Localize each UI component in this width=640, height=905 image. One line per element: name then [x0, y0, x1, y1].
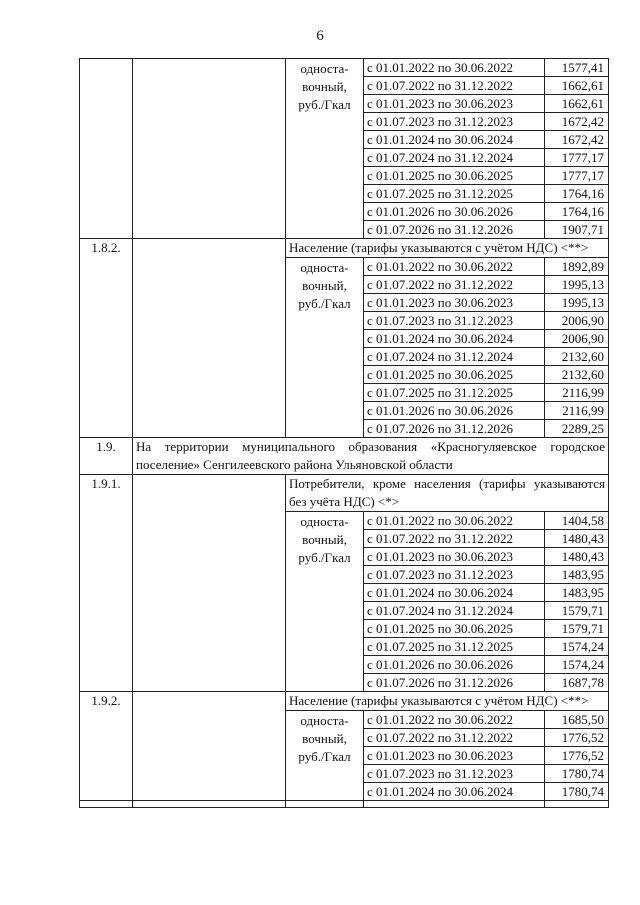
number-cell — [80, 59, 133, 239]
period-cell: с 01.01.2023 по 30.06.2023 — [364, 95, 545, 113]
tariff-value-cell: 1892,89 — [545, 258, 609, 276]
tariff-value-cell: 1764,16 — [545, 185, 609, 203]
period-cell: с 01.01.2025 по 30.06.2025 — [364, 620, 545, 638]
unit-cell — [286, 258, 364, 438]
unit-label-line: вочный, — [302, 731, 347, 746]
tariff-value-cell: 1685,50 — [545, 711, 609, 729]
period-cell: с 01.07.2024 по 31.12.2024 — [364, 348, 545, 366]
period-cell: с 01.01.2022 по 30.06.2022 — [364, 59, 545, 77]
tariff-row — [80, 59, 609, 77]
period-cell: с 01.01.2023 по 30.06.2023 — [364, 294, 545, 312]
period-cell: с 01.07.2022 по 31.12.2022 — [364, 77, 545, 95]
tariff-value-cell: 1764,16 — [545, 203, 609, 221]
unit-label-line: вочный, — [302, 79, 347, 94]
tariff-value-cell: 2116,99 — [545, 402, 609, 420]
unit-label-line: односта- — [300, 61, 349, 76]
period-cell: с 01.07.2023 по 31.12.2023 — [364, 113, 545, 131]
period-cell: с 01.01.2022 по 30.06.2022 — [364, 711, 545, 729]
empty-cell — [133, 239, 286, 438]
unit-label-line: руб./Гкал — [298, 550, 351, 565]
tariff-value-cell: 1577,41 — [545, 59, 609, 77]
period-cell: с 01.07.2022 по 31.12.2022 — [364, 276, 545, 294]
tariff-value-cell: 2116,99 — [545, 384, 609, 402]
period-cell: с 01.01.2023 по 30.06.2023 — [364, 747, 545, 765]
tariff-value-cell: 1672,42 — [545, 131, 609, 149]
period-cell: с 01.01.2026 по 30.06.2026 — [364, 402, 545, 420]
section-number: 1.9.1. — [80, 475, 133, 692]
tariff-value-cell: 1574,24 — [545, 656, 609, 674]
subsection-description: Население (тарифы указываются с учётом НДС) <**> — [286, 239, 609, 258]
unit-label-line: вочный, — [302, 278, 347, 293]
tariff-value-cell: 1483,95 — [545, 566, 609, 584]
unit-label-line: руб./Гкал — [298, 296, 351, 311]
period-cell: с 01.07.2024 по 31.12.2024 — [364, 149, 545, 167]
empty-cell — [133, 59, 286, 239]
empty-cell — [133, 475, 286, 692]
unit-label-line: односта- — [300, 260, 349, 275]
tariff-value-cell: 1780,74 — [545, 765, 609, 783]
tariff-value-cell: 2132,60 — [545, 348, 609, 366]
period-cell: с 01.07.2023 по 31.12.2023 — [364, 566, 545, 584]
tariff-value-cell: 2289,25 — [545, 420, 609, 438]
empty-cell — [286, 801, 364, 808]
unit-label-line: руб./Гкал — [298, 97, 351, 112]
period-cell: с 01.01.2023 по 30.06.2023 — [364, 548, 545, 566]
period-cell: с 01.07.2026 по 31.12.2026 — [364, 674, 545, 692]
tariff-value-cell: 1776,52 — [545, 729, 609, 747]
section-number: 1.9. — [80, 438, 133, 475]
tariff-value-cell: 1687,78 — [545, 674, 609, 692]
unit-label-line: односта- — [300, 713, 349, 728]
subsection-description: Население (тарифы указываются с учётом НДС) <**> — [286, 692, 609, 711]
tariff-value-cell: 1483,95 — [545, 584, 609, 602]
empty-cell — [133, 692, 286, 801]
unit-label-line: руб./Гкал — [298, 749, 351, 764]
period-cell: с 01.07.2023 по 31.12.2023 — [364, 312, 545, 330]
unit-label-line: вочный, — [302, 532, 347, 547]
tariff-value-cell: 1777,17 — [545, 149, 609, 167]
tariff-value-cell: 1907,71 — [545, 221, 609, 239]
subsection-header-row — [80, 475, 609, 512]
period-cell: с 01.01.2022 по 30.06.2022 — [364, 258, 545, 276]
period-cell: с 01.07.2025 по 31.12.2025 — [364, 185, 545, 203]
period-cell: с 01.07.2024 по 31.12.2024 — [364, 602, 545, 620]
tariff-value-cell: 1776,52 — [545, 747, 609, 765]
period-cell: с 01.07.2023 по 31.12.2023 — [364, 765, 545, 783]
period-cell: с 01.01.2026 по 30.06.2026 — [364, 203, 545, 221]
empty-cell — [133, 801, 286, 808]
subsection-header-row — [80, 692, 609, 711]
period-cell: с 01.01.2022 по 30.06.2022 — [364, 512, 545, 530]
period-cell: с 01.01.2025 по 30.06.2025 — [364, 366, 545, 384]
unit-cell — [286, 512, 364, 692]
period-cell: с 01.07.2022 по 31.12.2022 — [364, 729, 545, 747]
empty-cell — [80, 801, 133, 808]
tariff-value-cell: 2006,90 — [545, 330, 609, 348]
tariff-value-cell: 2132,60 — [545, 366, 609, 384]
section-number: 1.9.2. — [80, 692, 133, 801]
period-cell: с 01.01.2024 по 30.06.2024 — [364, 131, 545, 149]
tariff-value-cell: 1777,17 — [545, 167, 609, 185]
unit-cell — [286, 711, 364, 801]
tariff-value-cell: 1662,61 — [545, 95, 609, 113]
tariff-table — [79, 58, 609, 808]
empty-cell — [364, 801, 545, 808]
tariff-value-cell: 1480,43 — [545, 548, 609, 566]
tariff-value-cell: 1480,43 — [545, 530, 609, 548]
tariff-value-cell: 1672,42 — [545, 113, 609, 131]
tariff-value-cell: 1995,13 — [545, 294, 609, 312]
period-cell: с 01.07.2025 по 31.12.2025 — [364, 384, 545, 402]
period-cell: с 01.01.2024 по 30.06.2024 — [364, 584, 545, 602]
unit-cell — [286, 59, 364, 239]
period-cell: с 01.01.2026 по 30.06.2026 — [364, 656, 545, 674]
tariff-value-cell: 1579,71 — [545, 620, 609, 638]
page-number: 6 — [316, 28, 324, 44]
period-cell: с 01.07.2025 по 31.12.2025 — [364, 638, 545, 656]
period-cell: с 01.07.2022 по 31.12.2022 — [364, 530, 545, 548]
empty-cell — [545, 801, 609, 808]
subsection-header-row — [80, 239, 609, 258]
subsection-description: Потребители, кроме населения (тарифы указываются без учёта НДС) <*> — [286, 475, 609, 512]
unit-label-line: односта- — [300, 514, 349, 529]
period-cell: с 01.01.2024 по 30.06.2024 — [364, 783, 545, 801]
tariff-value-cell: 1995,13 — [545, 276, 609, 294]
tariff-value-cell: 1662,61 — [545, 77, 609, 95]
period-cell: с 01.07.2026 по 31.12.2026 — [364, 420, 545, 438]
section-header-row — [80, 438, 609, 475]
period-cell: с 01.01.2024 по 30.06.2024 — [364, 330, 545, 348]
tariff-value-cell: 1404,58 — [545, 512, 609, 530]
tariff-value-cell: 1574,24 — [545, 638, 609, 656]
period-cell: с 01.01.2025 по 30.06.2025 — [364, 167, 545, 185]
section-number: 1.8.2. — [80, 239, 133, 438]
empty-row — [80, 801, 609, 808]
tariff-value-cell: 1780,74 — [545, 783, 609, 801]
section-description: На территории муниципального образования «Красногуляевское городское поселение» Сенгилеевского района Ульяновской области — [133, 438, 609, 475]
period-cell: с 01.07.2026 по 31.12.2026 — [364, 221, 545, 239]
tariff-value-cell: 1579,71 — [545, 602, 609, 620]
tariff-value-cell: 2006,90 — [545, 312, 609, 330]
